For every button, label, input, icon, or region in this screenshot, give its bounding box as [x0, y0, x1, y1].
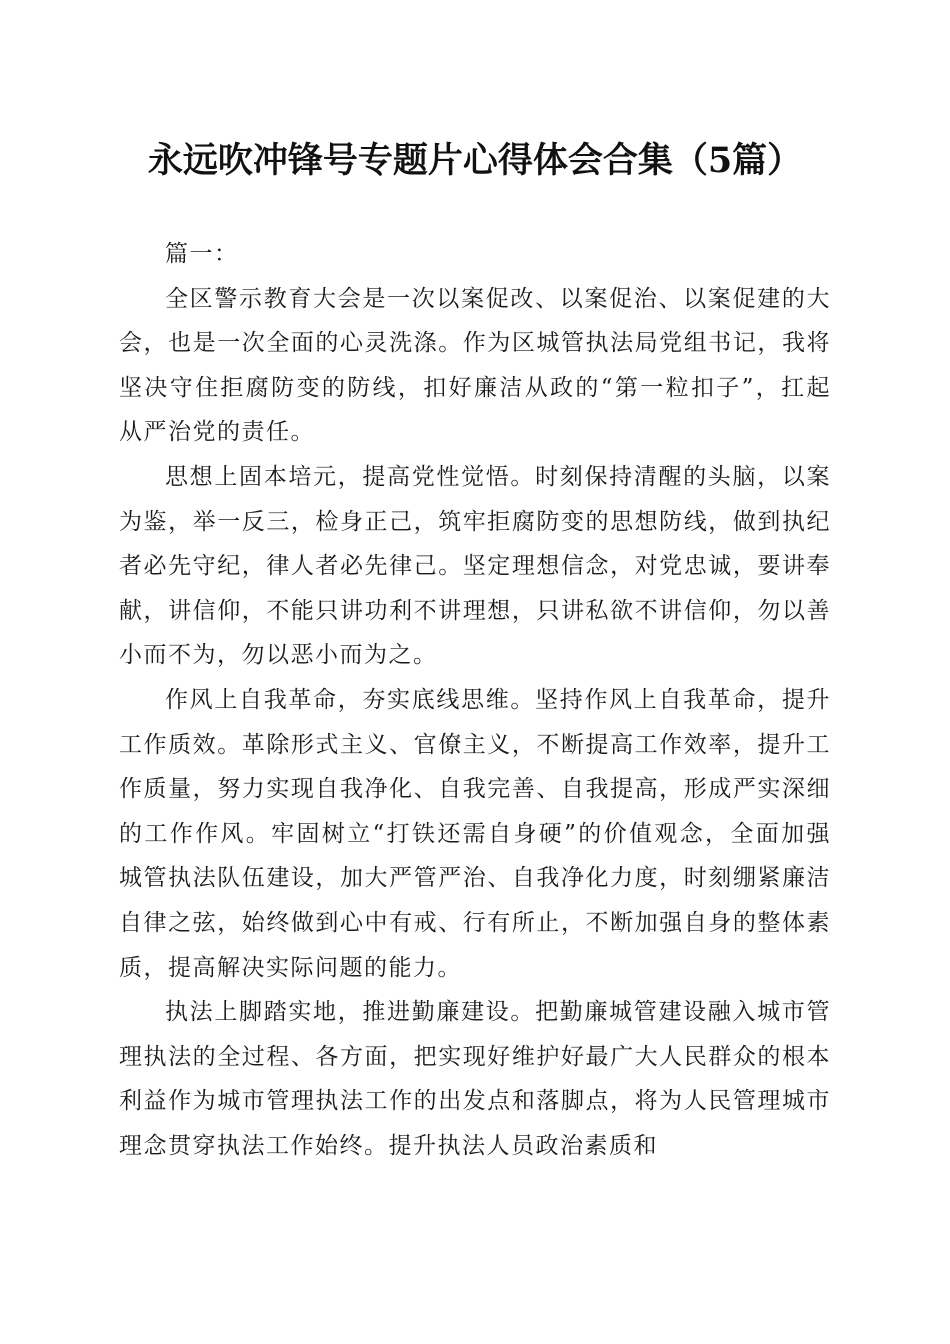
document-body [119, 232, 831, 1168]
paragraph: 执法上脚踏实地，推进勤廉建设。把勤廉城管建设融入城市管理执法的全过程、各方面，把实现好维护好最广大人民群众的根本利益作为城市管理执法工作的出发点和落脚点，将为人民管理城市理念贯穿执法工作始终。提升执法人员政治素质和 [119, 999, 831, 1159]
paragraph: 全区警示教育大会是一次以案促改、以案促治、以案促建的大会，也是一次全面的心灵洗涤。作为区城管执法局党组书记，我将坚决守住拒腐防变的防线，扣好廉洁从政的“第一粒扣子”，扛起从严治党的责任。 [119, 285, 831, 446]
paragraph: 作风上自我革命，夯实底线思维。坚持作风上自我革命，提升工作质效。革除形式主义、官僚主义，不断提高工作效率，提升工作质量，努力实现自我净化、自我完善、自我提高，形成严实深细的工作作风。牢固树立“打铁还需自身硬”的价值观念，全面加强城管执法队伍建设，加大严管严治、自我净化力度，时刻绷紧廉洁自律之弦，始终做到心中有戒、行有所止，不断加强自身的整体素质，提高解决实际问题的能力。 [119, 686, 831, 981]
paragraph: 思想上固本培元，提高党性觉悟。时刻保持清醒的头脑，以案为鉴，举一反三，检身正己，筑牢拒腐防变的思想防线，做到执纪者必先守纪，律人者必先律己。坚定理想信念，对党忠诚，要讲奉献，讲信仰，不能只讲功利不讲理想，只讲私欲不讲信仰，勿以善小而不为，勿以恶小而为之。 [119, 463, 831, 669]
paragraph-heading: 篇一： [165, 241, 239, 267]
document-title: 永远吹冲锋号专题片心得体会合集（5篇） [147, 140, 803, 181]
